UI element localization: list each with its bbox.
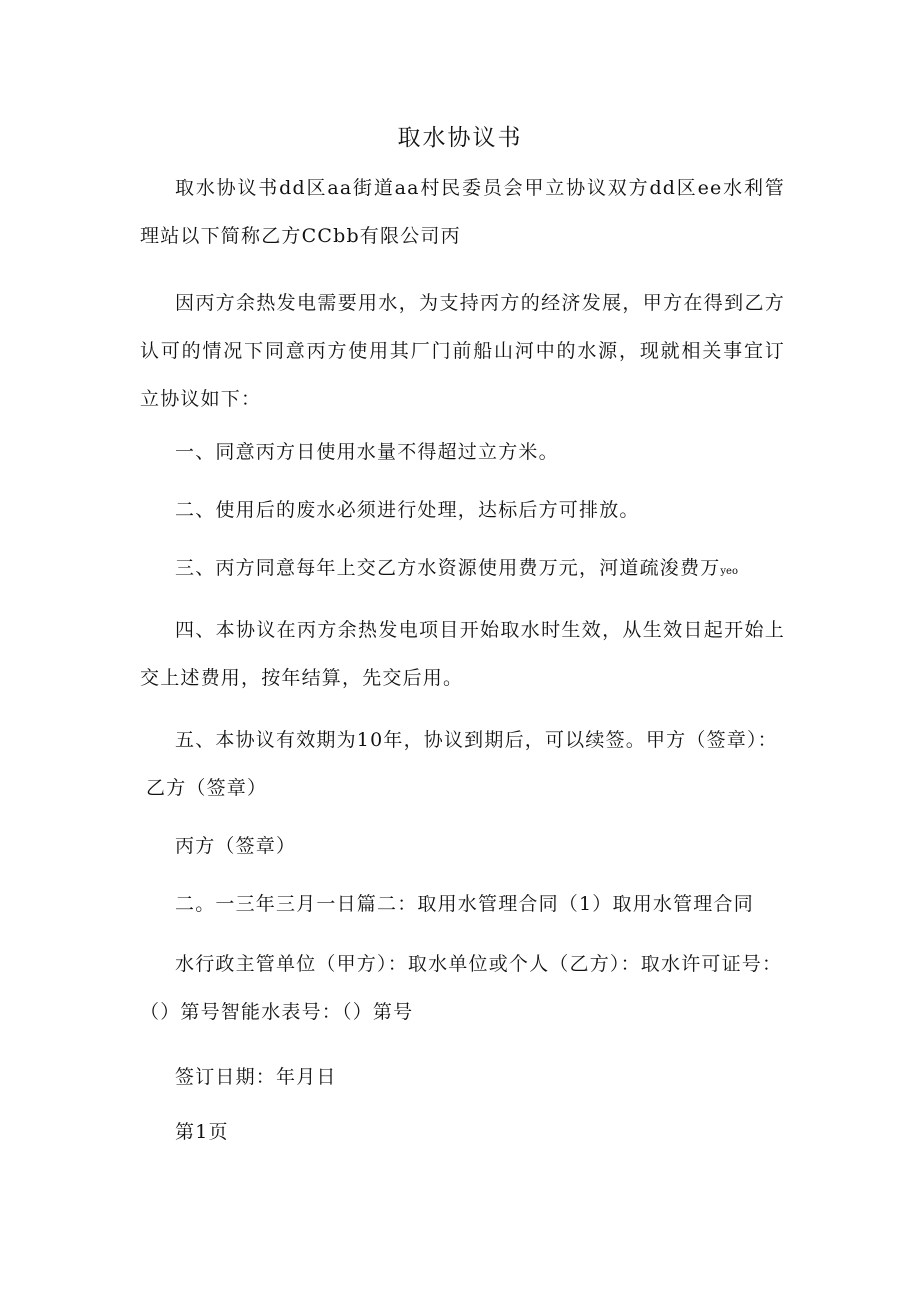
contract-line-2: （）第号智能水表号：（）第号 [140,1001,414,1023]
purpose-paragraph: 因丙方余热发电需要用水，为支持丙方的经济发展，甲方在得到乙方认可的情况下同意丙方使用其厂门前船山河中的水源，现就相关事宜订立协议如下： [140,292,785,410]
clause-1: 一、同意丙方日使用水量不得超过立方米。 [175,441,559,463]
clause-3-tail: yeo [720,566,738,577]
clause-5-line-1: 五、本协议有效期为10年，协议到期后，可以续签。甲方（签章）： [175,729,778,751]
clause-3 [140,544,835,596]
page-number: 第1页 [175,1121,229,1143]
clause-4: 四、本协议在丙方余热发电项目开始取水时生效，从生效日起开始上交上述费用，按年结算，先交后用。 [140,619,785,689]
sign-bing: 丙方（签章） [175,835,297,857]
date-line: 二。一三年三月一日篇二：取用水管理合同（1）取用水管理合同 [175,893,754,915]
sign-date: 签订日期：年月日 [175,1066,337,1088]
clause-2: 二、使用后的废水必须进行处理，达标后方可排放。 [175,499,640,521]
document-title: 取水协议书 [397,125,523,151]
intro-paragraph: 取水协议书dd区aa街道aa村民委员会甲立协议双方dd区ee水利管理站以下简称乙方CCbb有限公司丙 [140,177,785,247]
clause-5-line-2: 乙方（签章） [146,777,268,799]
contract-line-1: 水行政主管单位（甲方）：取水单位或个人（乙方）：取水许可证号： [175,953,783,975]
clause-3-text: 三、丙方同意每年上交乙方水资源使用费万元，河道疏浚费万 [175,557,721,579]
